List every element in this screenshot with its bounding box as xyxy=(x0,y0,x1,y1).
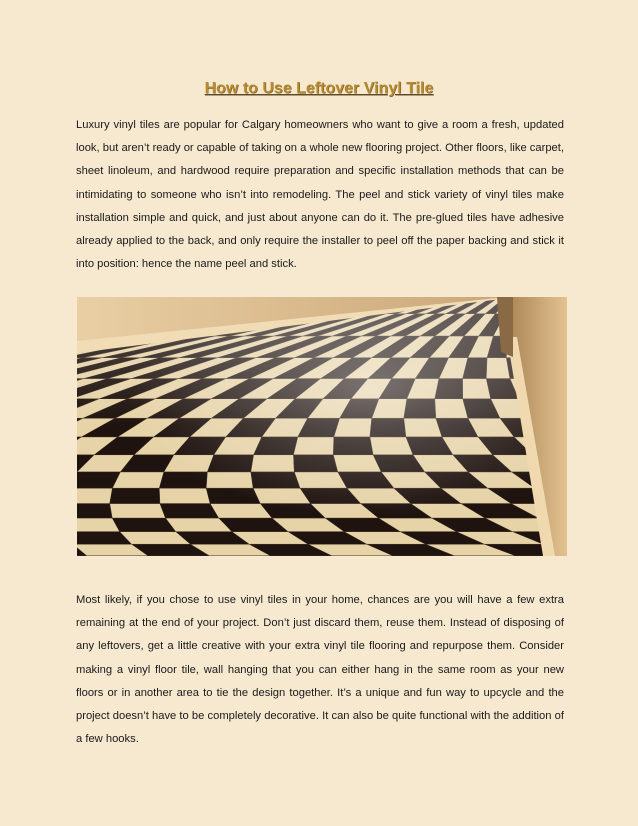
floor-illustration xyxy=(77,297,567,556)
paragraph-reuse: Most likely, if you chose to use vinyl tiles in your home, chances are you will have a few extra remaining at the end of your project. Don’t just discard them, reuse them. Instead of disposing of any leftovers, get a little creative with your extra vinyl tile flooring and repurpose them. Consider making a vinyl floor tile, wall hanging that you can either hang in the same room as your new floors or in another area to tie the design together. It’s a unique and fun way to upcycle and the project doesn’t have to be completely decorative. It can also be quite functional with the addition of a few hooks. xyxy=(76,594,564,746)
document-title: How to Use Leftover Vinyl Tile xyxy=(204,80,434,97)
paragraph-intro: Luxury vinyl tiles are popular for Calgary homeowners who want to give a room a fresh, updated look, but aren’t ready or capable of taking on a whole new flooring project. Other floors, like carpet, sheet linoleum, and hardwood require preparation and specific installation methods that can be intimidating to someone who isn’t into remodeling. The peel and stick variety of vinyl tiles make installation simple and quick, and just about anyone can do it. The pre-glued tiles have adhesive already applied to the back, and only require the installer to peel off the paper backing and stick it into position: hence the name peel and stick. xyxy=(76,119,564,271)
checkered-vinyl-floor-photo xyxy=(77,297,567,556)
